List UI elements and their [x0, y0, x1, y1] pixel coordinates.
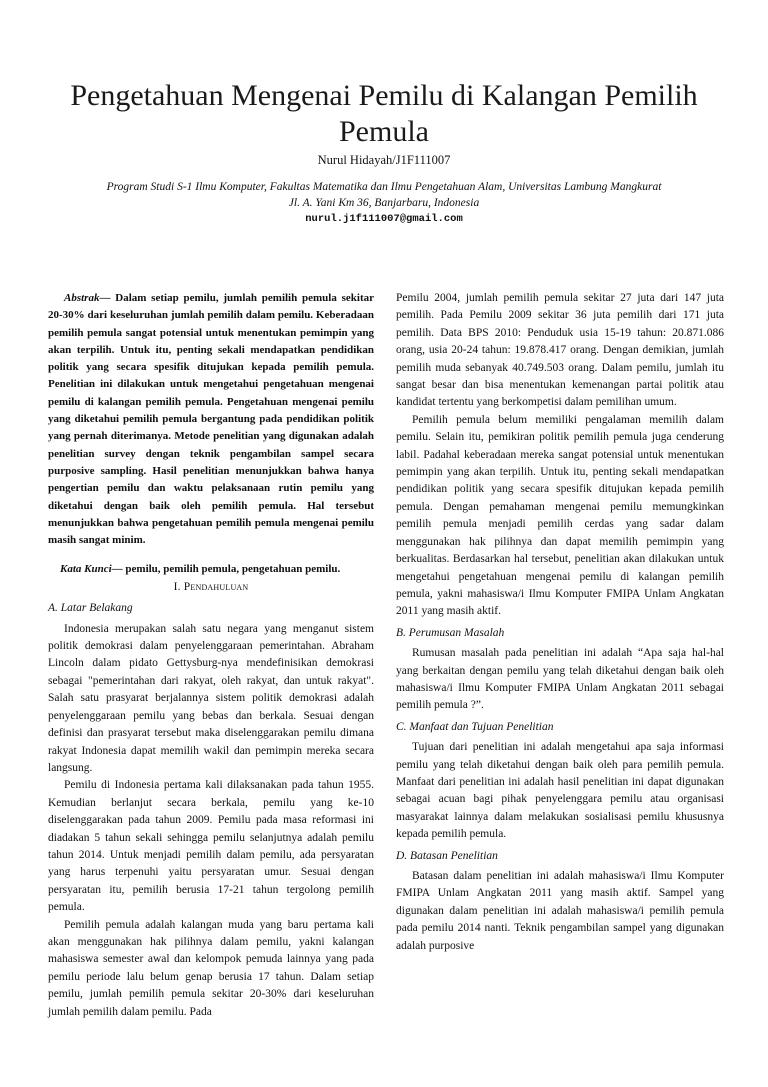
left-column — [48, 290, 374, 1021]
paper-title: Pengetahuan Mengenai Pemilu di Kalangan Pemilih Pemula — [70, 79, 698, 148]
abstract-label: Abstrak — [64, 292, 100, 304]
affiliation — [30, 179, 738, 211]
affiliation-line-1: Program Studi S-1 Ilmu Komputer, Fakultas Matematika dan Ilmu Pengetahuan Alam, Universitas Lambung Mangkurat — [106, 181, 662, 193]
paragraph: Rumusan masalah pada penelitian ini adalah “Apa saja hal-hal yang berkaitan dengan pemilu yang telah diketahui dengan baik oleh mahasiswa/i Ilmu Komputer FMIPA Unlam Angkatan 2011 sebagai pemilih pemula ?”. — [396, 647, 724, 712]
paragraph: Pemilu 2004, jumlah pemilih pemula sekitar 27 juta dari 147 juta pemilih. Pada Pemilu 2009 sekitar 36 juta pemilih dari 171 juta pemilih. Data BPS 2010: Penduduk usia 15-19 tahun: 20.871.086 orang, usia 20-24 tahun: 19.878.417 orang. Dengan demikian, jumlah pemilih muda sebanyak 40.749.503 orang. Dalam pemilu, jumlah itu sangat besar dan bisa menentukan kemenangan partai politik atau kandidat tertentu yang berkompetisi dalam pemilihan umum. — [396, 292, 724, 409]
paragraph: Pemilih pemula adalah kalangan muda yang baru pertama kali akan menggunakan hak pilihnya dalam pemilu, yakni kalangan mahasiswa semester awal dan kelompok pemuda lainnya yang pada pemilu periode lalu belum genap berusia 17 tahun. Dalam setiap pemilu, jumlah pemilih pemula sekitar 20-30% dari keseluruhan jumlah pemilih dalam pemilu. Pada — [48, 918, 374, 1018]
author-name: Nurul Hidayah/J1F111007 — [317, 153, 451, 167]
right-column — [396, 290, 724, 955]
subsection-heading-problem: B. Perumusan Masalah — [396, 626, 505, 639]
subsection-heading-purpose: C. Manfaat dan Tujuan Penelitian — [396, 720, 554, 733]
paragraph: Tujuan dari penelitian ini adalah mengetahui apa saja informasi pemilu yang telah diketahui dengan baik oleh para pemilih pemula. Manfaat dari penelitian ini adalah hasil penelitian ini dapat digunakan sebagai acuan bagi pihak penyelenggara pemilu atau organisasi masyarakat lainnya dalam melakukan sosialisasi pemilu khususnya kepada pemilih pemula. — [396, 741, 724, 841]
subsection-heading-background: A. Latar Belakang — [48, 602, 133, 615]
section-heading-introduction: I. Pendahuluan — [173, 580, 249, 593]
paragraph: Indonesia merupakan salah satu negara yang menganut sistem politik demokrasi dalam penyelenggaraan pemerintahan. Abraham Lincoln dalam pidato Gettysburg-nya mendefinisikan demokrasi sebagai "pemerintahan dari rakyat, oleh rakyat, dan untuk rakyat". Salah satu prasyarat berjalannya sistem politik demokrasi adalah penyelenggaraan pemilu yang bebas dan berkala. Sesuai dengan definisi dan prasyarat tersebut maka diselenggarakan pemilu dimana rakyat Indonesia dapat memilih wakil dan pemimpin mereka secara langsung. — [48, 622, 374, 774]
subsection-heading-scope: D. Batasan Penelitian — [396, 849, 498, 862]
abstract — [48, 290, 374, 549]
keywords-text: — pemilu, pemilih pemula, pengetahuan pemilu. — [111, 563, 341, 576]
keywords-label: Kata Kunci — [60, 563, 112, 576]
keywords — [48, 561, 374, 578]
author-email: nurul.j1f111007@gmail.com — [305, 213, 463, 225]
paragraph: Pemilih pemula belum memiliki pengalaman memilih dalam pemilu. Selain itu, pemikiran politik pemilih pemula juga cenderung labil. Padahal keberadaan mereka sangat potensial untuk menentukan pemimpin yang akan terpilih. Untuk itu, penting sekali mendapatkan pendidikan politik yang secara spesifik ditujukan kepada pemilih pemula. Dengan pemahaman mengenai pemilu memungkinkan pemilih pemula menjadi pemilih cerdas yang sadar dalam menggunakan hak pilihnya dan dapat memilih pemimpin yang berkualitas. Berdasarkan hal tersebut, penelitian akan dilakukan untuk mengetahui pengetahuan mengenai pemilu di kalangan pemilih pemula, yakni mahasiswa/i Ilmu Komputer FMIPA Unlam Angkatan 2011 yang masih aktif. — [396, 413, 724, 618]
affiliation-line-2: Jl. A. Yani Km 36, Banjarbaru, Indonesia — [288, 197, 480, 209]
paragraph: Batasan dalam penelitian ini adalah mahasiswa/i Ilmu Komputer FMIPA Unlam Angkatan 2011 yang masih aktif. Sampel yang digunakan dalam penelitian ini adalah mahasiswa/i pemilih pemula pada pemilu 2014 nanti. Teknik pengambilan sampel yang digunakan adalah purposive — [396, 870, 724, 952]
abstract-text: — Dalam setiap pemilu, jumlah pemilih pemula sekitar 20-30% dari keseluruhan jumlah pemilih dalam pemilu. Keberadaan pemilih pemula sangat potensial untuk menentukan pemimpin yang akan terpilih. Untuk itu, penting sekali mendapatkan pendidikan politik yang secara spesifik ditujukan kepada pemilih pemula. Penelitian ini dilakukan untuk mengetahui pengetahuan mengenai pemilu di kalangan pemilih pemula. Pengetahuan mengenai pemilu yang diketahui pemilih pemula bergantung pada pendidikan politik yang pernah diterimanya. Metode penelitian yang digunakan adalah penelitian survey dengan teknik pengambilan sampel secara purposive sampling. Hasil penelitian menunjukkan bahwa hanya pengertian pemilu dan waktu pelaksanaan rutin pemilu yang diketahui dengan baik oleh pemilih pemula. Hal tersebut menunjukkan bahwa pengetahuan pemilih pemula mengenai pemilu masih sangat minim. — [48, 292, 374, 547]
paragraph: Pemilu di Indonesia pertama kali dilaksanakan pada tahun 1955. Kemudian berlanjut secara berkala, pemilu yang ke-10 diselenggarakan pada tahun 2009. Pemilu pada masa reformasi ini diadakan 5 tahun sekali sehingga pemilu selanjutnya adalah pemilu tahun 2014. Untuk menjadi pemilih dalam pemilu, ada persyaratan yang harus terpenuhi yaitu persyaratan umur. Sesuai dengan persyaratan itu, pemilih berusia 17-21 tahun tergolong pemilih pemula. — [48, 779, 374, 914]
